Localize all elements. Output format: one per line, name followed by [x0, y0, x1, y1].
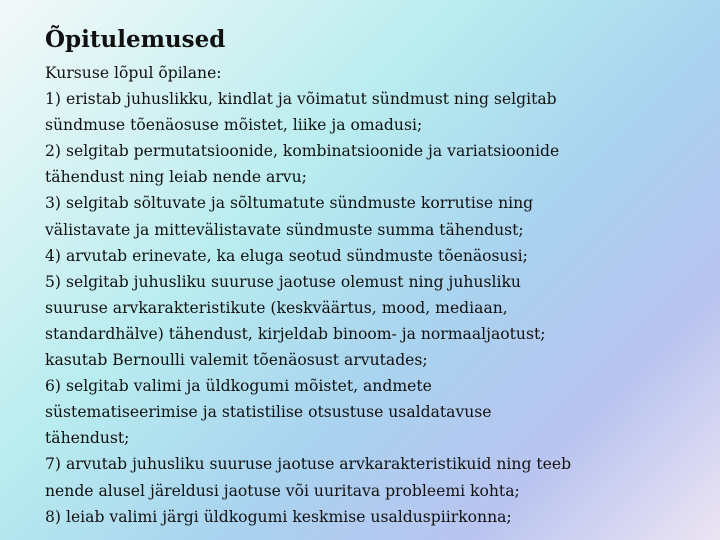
outcome-3-line-2: välistavate ja mittevälistavate sündmuste summa tähendust;	[45, 220, 524, 239]
outcome-6-line-1: 6) selgitab valimi ja üldkogumi mõistet, andmete	[45, 377, 432, 396]
outcome-3-line-1: 3) selgitab sõltuvate ja sõltumatute sündmuste korrutise ning	[45, 194, 534, 213]
outcome-7-line-1: 7) arvutab juhusliku suuruse jaotuse arvkarakteristikuid ning teeb	[45, 455, 572, 474]
outcome-7-line-2: nende alusel järeldusi jaotuse või uuritava probleemi kohta;	[45, 481, 520, 500]
outcome-2-line-2: tähendust ning leiab nende arvu;	[45, 168, 307, 187]
outcome-5-line-2: suuruse arvkarakteristikute (keskväärtus, mood, mediaan,	[45, 298, 508, 317]
outcome-5-line-1: 5) selgitab juhusliku suuruse jaotuse olemust ning juhusliku	[45, 272, 521, 291]
outcome-2-line-1: 2) selgitab permutatsioonide, kombinatsioonide ja variatsioonide	[45, 142, 560, 161]
slide-body	[45, 60, 715, 530]
outcome-8-line-1: 8) leiab valimi järgi üldkogumi keskmise usalduspiirkonna;	[45, 507, 512, 526]
slide-title: Õpitulemused	[45, 26, 226, 53]
outcome-4-line-1: 4) arvutab erinevate, ka eluga seotud sündmuste tõenäosusi;	[45, 246, 528, 265]
intro-line: Kursuse lõpul õpilane:	[45, 64, 222, 82]
outcome-6-line-3: tähendust;	[45, 429, 130, 448]
outcome-5-line-4: kasutab Bernoulli valemit tõenäosust arvutades;	[45, 351, 428, 370]
outcome-6-line-2: süstematiseerimise ja statistilise otsustuse usaldatavuse	[45, 403, 492, 422]
outcome-1-line-1: 1) eristab juhuslikku, kindlat ja võimatut sündmust ning selgitab	[45, 90, 557, 109]
outcome-5-line-3: standardhälve) tähendust, kirjeldab binoom- ja normaaljaotust;	[45, 324, 546, 343]
outcome-1-line-2: sündmuse tõenäosuse mõistet, liike ja omadusi;	[45, 116, 423, 135]
